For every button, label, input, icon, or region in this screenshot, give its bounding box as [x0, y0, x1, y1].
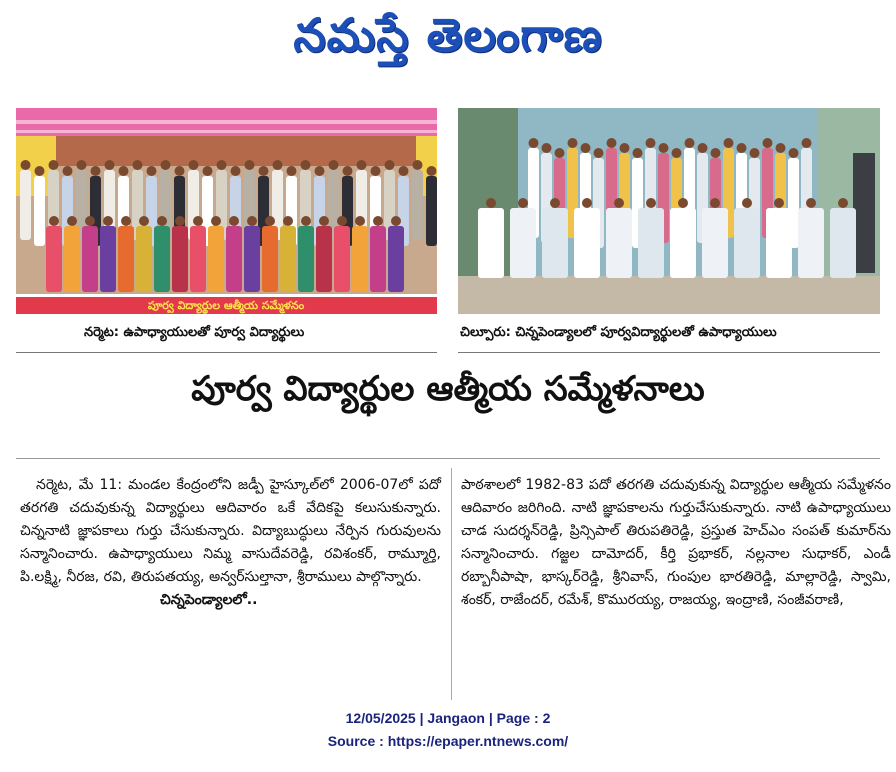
person-head	[568, 138, 578, 148]
person-head	[217, 160, 227, 170]
person-figure	[100, 226, 116, 292]
person-head	[193, 216, 203, 226]
person-head	[607, 138, 617, 148]
person-figure	[574, 208, 600, 278]
stage-banner-text: పూర్వ విద్యార్థుల ఆత్మీయ సమ్మేళనం	[147, 299, 305, 312]
article-subhead-chinnapendyala: చిన్నపెండ్యాలలో..	[160, 592, 258, 608]
headline-divider	[16, 458, 880, 459]
article-column-right	[461, 474, 891, 612]
person-figure	[370, 226, 386, 292]
person-head	[357, 160, 367, 170]
person-head	[659, 143, 669, 153]
article-column-left	[20, 474, 441, 612]
person-head	[157, 216, 167, 226]
person-head	[678, 198, 688, 208]
person-head	[391, 216, 401, 226]
caption-right: చిల్పూరు: చిన్నపెండ్యాలలో పూర్వవిద్యార్థులతో ఉపాధ్యాయులు	[460, 325, 777, 340]
person-figure	[262, 226, 278, 292]
person-figure	[172, 226, 188, 292]
person-head	[774, 198, 784, 208]
person-figure	[280, 226, 296, 292]
masthead-logo: నమస్తే తెలంగాణ	[293, 8, 603, 62]
person-head	[763, 138, 773, 148]
person-head	[273, 160, 283, 170]
person-head	[542, 143, 552, 153]
person-figure	[388, 226, 404, 292]
person-head	[399, 166, 409, 176]
person-head	[319, 216, 329, 226]
person-head	[139, 216, 149, 226]
person-head	[620, 143, 630, 153]
person-head	[413, 160, 423, 170]
person-head	[427, 166, 437, 176]
person-head	[301, 216, 311, 226]
person-head	[49, 216, 59, 226]
person-figure	[412, 170, 423, 240]
person-figure	[670, 208, 696, 278]
person-head	[315, 166, 325, 176]
person-figure	[798, 208, 824, 278]
person-head	[63, 166, 73, 176]
person-head	[85, 216, 95, 226]
person-head	[203, 166, 213, 176]
person-head	[77, 160, 87, 170]
person-head	[646, 198, 656, 208]
person-head	[646, 138, 656, 148]
footer-source-line: Source : https://epaper.ntnews.com/	[327, 733, 569, 749]
person-head	[35, 166, 45, 176]
person-head	[710, 198, 720, 208]
person-head	[371, 166, 381, 176]
person-figure	[190, 226, 206, 292]
person-figure	[34, 176, 45, 246]
person-figure	[226, 226, 242, 292]
person-head	[337, 216, 347, 226]
person-head	[633, 148, 643, 158]
person-head	[161, 160, 171, 170]
person-head	[245, 160, 255, 170]
person-head	[133, 160, 143, 170]
person-head	[685, 138, 695, 148]
article-body-right: పాఠశాలలో 1982-83 పదో తరగతి చదువుకున్న విద్యార్థుల ఆత్మీయ సమ్మేళనం ఆదివారం జరిగింది. నాటి జ్ఞాపకాలను గుర్తుచేసుకున్నారు. నాటి ఉపాధ్యాయులు చాడ సుదర్శన్‌రెడ్డి, ప్రిన్సిపాల్ తిరుపతిరెడ్డి, ప్రస్తుత హెచ్‌ఎం సంపత్ కుమార్‌ను సన్మానించారు. గజ్జల దామోదర్, కీర్తి ప్రభాకర్, నల్లనాల సుధాకర్, ఎండీ రబ్బానీపాషా, భాస్కర్‌రెడ్డి, శ్రీనివాస్, గుంపుల భారతిరెడ్డి, మాల్లారెడ్డి, స్వామి, శంకర్, రాజేందర్, రమేశ్, కొమురయ్య, రాజయ్య, ఇంద్రాణి, సంజీవరాణి,	[461, 477, 891, 608]
person-head	[121, 216, 131, 226]
person-head	[265, 216, 275, 226]
person-figure	[20, 170, 31, 240]
person-head	[724, 138, 734, 148]
photo-chinnapendyala-illustration	[458, 108, 880, 314]
person-head	[737, 143, 747, 153]
person-head	[105, 160, 115, 170]
person-figure	[702, 208, 728, 278]
person-head	[67, 216, 77, 226]
person-figure	[766, 208, 792, 278]
column-divider	[451, 468, 452, 700]
person-figure	[334, 226, 350, 292]
person-figure	[316, 226, 332, 292]
photo-chinnapendyala-group	[458, 108, 880, 314]
caption-divider-right	[458, 352, 880, 353]
person-head	[486, 198, 496, 208]
person-figure	[478, 208, 504, 278]
photo-narmeta-illustration	[16, 108, 437, 314]
person-head	[211, 216, 221, 226]
person-head	[91, 166, 101, 176]
person-figure	[352, 226, 368, 292]
person-figure	[298, 226, 314, 292]
person-figure	[830, 208, 856, 278]
article-headline: పూర్వ విద్యార్థుల ఆత్మీయ సమ్మేళనాలు	[191, 369, 705, 409]
person-head	[776, 143, 786, 153]
person-head	[806, 198, 816, 208]
person-head	[550, 198, 560, 208]
footer-date-line: 12/05/2025 | Jangaon | Page : 2	[345, 710, 551, 726]
person-figure	[510, 208, 536, 278]
person-head	[247, 216, 257, 226]
person-head	[283, 216, 293, 226]
person-head	[750, 148, 760, 158]
person-figure	[82, 226, 98, 292]
person-figure	[46, 226, 62, 292]
person-head	[789, 148, 799, 158]
caption-left: నర్మెట: ఉపాధ్యాయులతో పూర్వ విద్యార్థులు	[84, 325, 305, 340]
person-head	[175, 166, 185, 176]
person-head	[175, 216, 185, 226]
person-figure	[136, 226, 152, 292]
person-head	[742, 198, 752, 208]
person-head	[343, 166, 353, 176]
person-head	[529, 138, 539, 148]
person-head	[231, 166, 241, 176]
person-figure	[426, 176, 437, 246]
person-figure	[64, 226, 80, 292]
person-head	[711, 148, 721, 158]
person-head	[614, 198, 624, 208]
person-figure	[154, 226, 170, 292]
caption-divider-left	[16, 352, 437, 353]
person-head	[355, 216, 365, 226]
person-head	[147, 166, 157, 176]
person-head	[581, 143, 591, 153]
person-head	[119, 166, 129, 176]
article-body-left: నర్మెట, మే 11: మండల కేంద్రంలోని జడ్పీ హైస్కూల్‌లో 2006-07లో పదో తరగతి చదువుకున్న విద్యార్థులు ఆదివారం ఒకే వేదికపై కలుసుకున్నారు. చిన్ననాటి జ్ఞాపకాలు గుర్తు చేసుకున్నారు. విద్యాబుద్ధులు నేర్పిన గురువులను సన్మానించారు. ఉపాధ్యాయులు నిమ్మ వాసుదేవరెడ్డి, రవిశంకర్, రామ్మూర్తి, పి.లక్ష్మి, నీరజ, రవి, తిరుపతయ్య, అన్వర్‌సుల్తానా, శ్రీరాములు పాల్గొన్నారు.	[20, 477, 441, 585]
person-figure	[118, 226, 134, 292]
person-head	[329, 160, 339, 170]
person-head	[698, 143, 708, 153]
person-head	[555, 148, 565, 158]
person-head	[49, 160, 59, 170]
person-figure	[606, 208, 632, 278]
person-head	[594, 148, 604, 158]
person-head	[301, 160, 311, 170]
masthead	[0, 0, 896, 82]
person-head	[103, 216, 113, 226]
person-head	[21, 160, 31, 170]
person-figure	[208, 226, 224, 292]
photo-narmeta-group	[16, 108, 437, 314]
person-head	[672, 148, 682, 158]
person-head	[287, 166, 297, 176]
person-head	[229, 216, 239, 226]
person-head	[838, 198, 848, 208]
person-figure	[638, 208, 664, 278]
person-head	[518, 198, 528, 208]
person-figure	[542, 208, 568, 278]
person-head	[802, 138, 812, 148]
person-head	[385, 160, 395, 170]
person-figure	[244, 226, 260, 292]
person-head	[373, 216, 383, 226]
person-head	[189, 160, 199, 170]
person-figure	[734, 208, 760, 278]
person-head	[259, 166, 269, 176]
person-head	[582, 198, 592, 208]
